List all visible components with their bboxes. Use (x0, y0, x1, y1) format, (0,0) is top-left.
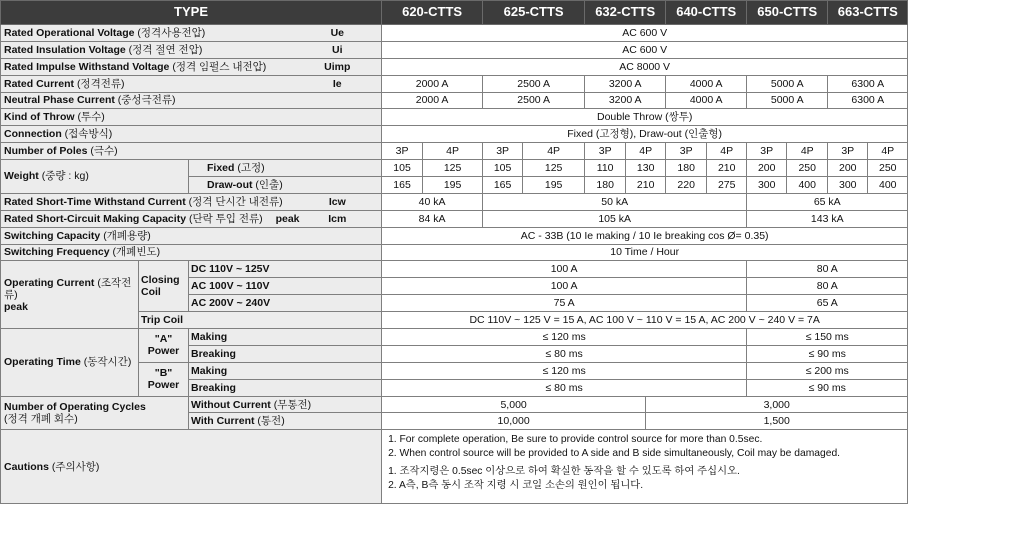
value-640: 4000 A (666, 75, 747, 92)
label: Switching Capacity (개폐용량) (1, 227, 382, 244)
row-rated-current (1, 75, 1028, 92)
without-current-label: Without Current (무통전) (189, 396, 382, 413)
weight-cell: 210 (626, 177, 666, 194)
value-a: ≤ 120 ms (382, 329, 747, 346)
value: Fixed (고정형), Draw-out (인출형) (382, 126, 908, 143)
pole-cell: 4P (868, 143, 908, 160)
breaking-label: Breaking (189, 379, 382, 396)
weight-cell: 165 (483, 177, 523, 194)
model-620: 620-CTTS (382, 1, 483, 25)
weight-cell: 400 (868, 177, 908, 194)
weight-cell: 125 (423, 160, 483, 177)
label: Neutral Phase Current (중성극전류) (1, 92, 382, 109)
weight-cell: 400 (787, 177, 828, 194)
type-header: TYPE (1, 1, 382, 25)
value-a: ≤ 120 ms (382, 362, 747, 379)
row-switching-frequency (1, 244, 1028, 261)
a-power-label: "A" Power (139, 329, 189, 363)
weight-cell: 250 (787, 160, 828, 177)
value-663: 6300 A (828, 92, 908, 109)
row-connection (1, 126, 1028, 143)
value-b: ≤ 200 ms (747, 362, 908, 379)
label: Rated Short-Time Withstand Current (정격 단시간 내전류) (1, 193, 294, 210)
weight-cell: 200 (828, 160, 868, 177)
value-b: 65 A (747, 295, 908, 312)
caution-note-kr-2: 2. A측, B측 동시 조작 지령 시 코일 소손의 원인이 됩니다. (388, 479, 644, 491)
voltage-label: DC 110V ~ 125V (189, 261, 382, 278)
pole-cell: 3P (585, 143, 626, 160)
header-row (1, 1, 1028, 25)
value-a: 100 A (382, 261, 747, 278)
caution-note-en-1: 1. For complete operation, Be sure to provide control source for more than 0.5sec. (388, 434, 763, 446)
value-620: 2000 A (382, 75, 483, 92)
row-neutral-current (1, 92, 1028, 109)
model-625: 625-CTTS (483, 1, 585, 25)
symbol: Icm (294, 210, 382, 227)
value-632: 3200 A (585, 92, 666, 109)
label: Rated Short-Circuit Making Capacity (단락 투입 전류) peak (1, 210, 294, 227)
trip-coil-value: DC 110V ~ 125 V = 15 A, AC 100 V ~ 110 V = 15 A, AC 200 V ~ 240 V = 7A (382, 312, 908, 329)
making-label: Making (189, 362, 382, 379)
row-cycles-without (1, 396, 1028, 413)
value-625-640: 50 kA (483, 193, 747, 210)
pole-cell: 4P (423, 143, 483, 160)
value: AC 600 V (382, 41, 908, 58)
symbol: Ui (294, 41, 382, 58)
value-620: 40 kA (382, 193, 483, 210)
weight-cell: 210 (707, 160, 747, 177)
weight-cell: 180 (666, 160, 707, 177)
caution-note-en-2: 2. When control source will be provided to A side and B side simultaneously, Coil may be damaged. (388, 447, 841, 459)
row-insulation-voltage (1, 41, 1028, 58)
row-impulse-voltage (1, 58, 1028, 75)
weight-cell: 195 (423, 177, 483, 194)
model-650: 650-CTTS (747, 1, 828, 25)
label: Kind of Throw (투수) (1, 109, 382, 126)
pole-cell: 3P (747, 143, 787, 160)
value-b: 80 A (747, 278, 908, 295)
weight-cell: 165 (382, 177, 423, 194)
weight-cell: 250 (868, 160, 908, 177)
label: Rated Current (정격전류) (1, 75, 294, 92)
breaking-label: Breaking (189, 345, 382, 362)
row-operating-current-1 (1, 261, 1028, 278)
cautions-notes (382, 430, 908, 504)
value-620: 84 kA (382, 210, 483, 227)
pole-cell: 3P (666, 143, 707, 160)
row-short-time-withstand (1, 193, 1028, 210)
pole-cell: 4P (787, 143, 828, 160)
voltage-label: AC 100V ~ 110V (189, 278, 382, 295)
row-poles (1, 143, 1028, 160)
value-a: 10,000 (382, 413, 646, 430)
row-operational-voltage (1, 25, 1028, 42)
row-trip-coil (1, 312, 1028, 329)
pole-cell: 3P (483, 143, 523, 160)
value: AC 600 V (382, 25, 908, 42)
pole-cell: 4P (626, 143, 666, 160)
value-a: 100 A (382, 278, 747, 295)
operating-time-label: Operating Time (동작시간) (1, 329, 139, 397)
label: Number of Poles (극수) (1, 143, 382, 160)
weight-cell: 300 (828, 177, 868, 194)
value-a: 75 A (382, 295, 747, 312)
label: Rated Insulation Voltage (정격 절연 전압) (1, 41, 294, 58)
value-b: ≤ 90 ms (747, 379, 908, 396)
value-a: ≤ 80 ms (382, 345, 747, 362)
value-a: ≤ 80 ms (382, 379, 747, 396)
model-640: 640-CTTS (666, 1, 747, 25)
row-kind-of-throw (1, 109, 1028, 126)
drawout-label: Draw-out (인출) (189, 177, 382, 194)
value-b: 1,500 (646, 413, 908, 430)
cautions-label: Cautions (주의사항) (1, 430, 382, 504)
weight-cell: 300 (747, 177, 787, 194)
value-a: 5,000 (382, 396, 646, 413)
value: AC - 33B (10 Ie making / 10 Ie breaking cos Ø= 0.35) (382, 227, 908, 244)
operating-cycles-label: Number of Operating Cycles (정격 개폐 회수) (1, 396, 189, 430)
symbol: Icw (294, 193, 382, 210)
value-625-640: 105 kA (483, 210, 747, 227)
weight-cell: 220 (666, 177, 707, 194)
making-label: Making (189, 329, 382, 346)
weight-cell: 200 (747, 160, 787, 177)
row-short-circuit-making (1, 210, 1028, 227)
value: AC 8000 V (382, 58, 908, 75)
label: Switching Frequency (개폐빈도) (1, 244, 382, 261)
with-current-label: With Current (통전) (189, 413, 382, 430)
value-640: 4000 A (666, 92, 747, 109)
symbol: Ue (294, 25, 382, 42)
label: Rated Operational Voltage (정격사용전압) (1, 25, 294, 42)
symbol: Uimp (294, 58, 382, 75)
model-632: 632-CTTS (585, 1, 666, 25)
weight-cell: 195 (523, 177, 585, 194)
model-663: 663-CTTS (828, 1, 908, 25)
row-op-time-a-making (1, 329, 1028, 346)
value-b: 80 A (747, 261, 908, 278)
row-weight-fixed (1, 160, 1028, 177)
fixed-label: Fixed (고정) (189, 160, 382, 177)
value-625: 2500 A (483, 92, 585, 109)
weight-cell: 125 (523, 160, 585, 177)
weight-cell: 275 (707, 177, 747, 194)
value-650: 5000 A (747, 75, 828, 92)
value-663: 6300 A (828, 75, 908, 92)
value-632: 3200 A (585, 75, 666, 92)
value-b: ≤ 90 ms (747, 345, 908, 362)
row-switching-capacity (1, 227, 1028, 244)
value-650: 5000 A (747, 92, 828, 109)
voltage-label: AC 200V ~ 240V (189, 295, 382, 312)
row-op-time-b-making (1, 362, 1028, 379)
weight-cell: 110 (585, 160, 626, 177)
weight-label: Weight (중량 : kg) (1, 160, 189, 194)
value-625: 2500 A (483, 75, 585, 92)
weight-cell: 105 (382, 160, 423, 177)
pole-cell: 4P (707, 143, 747, 160)
weight-cell: 180 (585, 177, 626, 194)
pole-cell: 3P (828, 143, 868, 160)
weight-cell: 105 (483, 160, 523, 177)
value: Double Throw (쌍투) (382, 109, 908, 126)
trip-coil-label: Trip Coil (139, 312, 382, 329)
weight-cell: 130 (626, 160, 666, 177)
value-650-663: 65 kA (747, 193, 908, 210)
label: Connection (접속방식) (1, 126, 382, 143)
caution-note-kr-1: 1. 조작지령은 0.5sec 이상으로 하여 확실한 동작을 할 수 있도록 하여 주십시오. (388, 466, 740, 478)
value-620: 2000 A (382, 92, 483, 109)
closing-coil-label: Closing Coil (139, 261, 189, 312)
label: Rated Impulse Withstand Voltage (정격 임펄스 내전압) (1, 58, 294, 75)
value-b: 3,000 (646, 396, 908, 413)
value-650-663: 143 kA (747, 210, 908, 227)
value-b: ≤ 150 ms (747, 329, 908, 346)
pole-cell: 4P (523, 143, 585, 160)
value: 10 Time / Hour (382, 244, 908, 261)
operating-current-label: Operating Current (조작전류) peak (1, 261, 139, 329)
pole-cell: 3P (382, 143, 423, 160)
b-power-label: "B" Power (139, 362, 189, 396)
row-cautions (1, 430, 1028, 504)
symbol: Ie (294, 75, 382, 92)
